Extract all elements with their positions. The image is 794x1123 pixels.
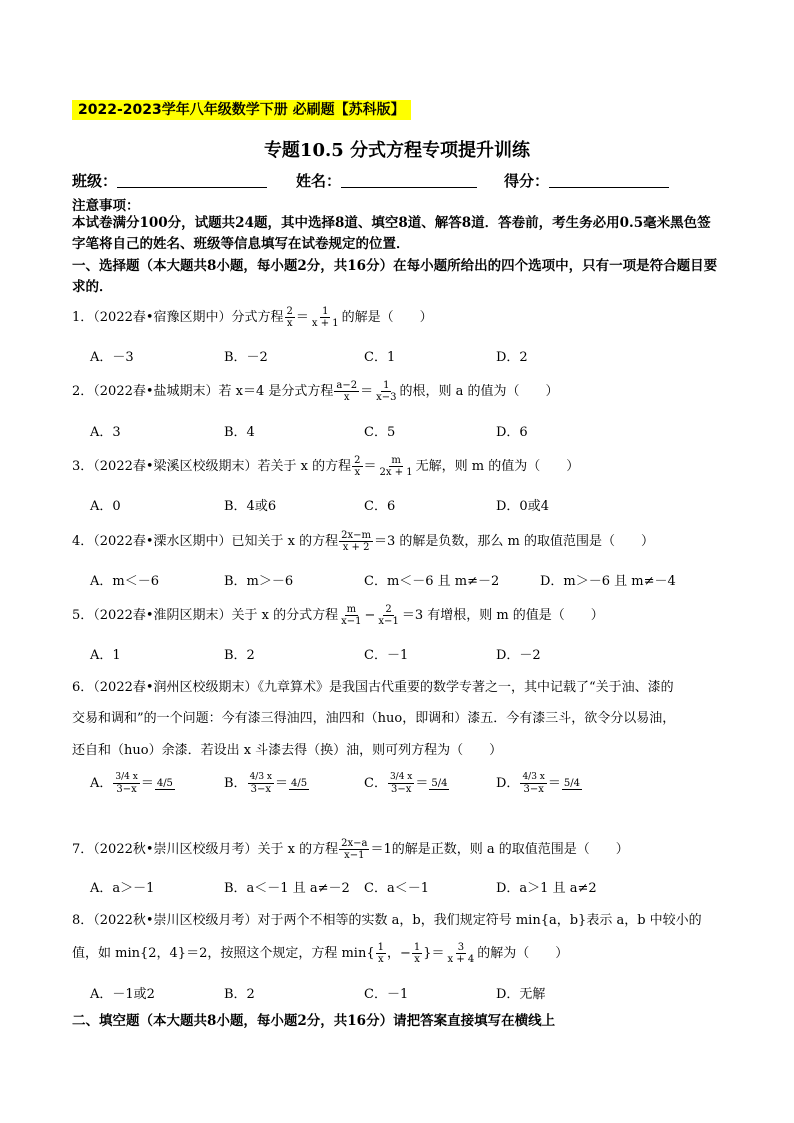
- q1-option-d[interactable]: D．2: [496, 350, 528, 365]
- q6-option-c[interactable]: C． $\frac{3/4 x}{3-x}$ ＝ 5/4: [364, 772, 448, 795]
- question-7: 7．（2022秋•崇川区校级月考）关于 x 的方程 $\frac{2x-a}{x-1}$ ＝1的解是正数，则 a 的取值范围是（ ）: [72, 838, 629, 861]
- q3-option-a[interactable]: A．0: [90, 499, 121, 514]
- section-1-heading: 一、选择题（本大题共8小题，每小题2分，共16分）在每小题所给出的四个选项中，只有一项是符合题目要求的．: [72, 258, 718, 295]
- q7-option-d[interactable]: D．a＞1 且 a≠2: [496, 881, 597, 896]
- section-2-heading: 二、填空题（本大题共8小题，每小题2分，共16分）请把答案直接填写在横线上: [72, 1013, 556, 1029]
- q8-option-d[interactable]: D．无解: [496, 987, 546, 1002]
- q5-option-d[interactable]: D．－2: [496, 648, 541, 663]
- q2-option-d[interactable]: D．6: [496, 425, 528, 440]
- notice-title: 注意事项：: [72, 198, 140, 214]
- q3-option-d[interactable]: D．0或4: [496, 499, 549, 514]
- q2-option-c[interactable]: C．5: [364, 425, 396, 440]
- question-1: 1．（2022春•宿豫区期中）分式方程 $\frac{2}{x}$ ＝ $\frac{1}{x + 1}$ 的解是（ ）: [72, 306, 433, 329]
- q3-option-c[interactable]: C．6: [364, 499, 396, 514]
- class-label: 班级：: [72, 172, 118, 190]
- header-banner: 2022-2023学年八年级数学下册 必刷题【苏科版】: [72, 100, 411, 120]
- q4-option-a[interactable]: A．m＜－6: [90, 574, 159, 589]
- question-6-line-3: 还自和（huo）余漆．若设出 x 斗漆去得（换）油，则可列方程为（ ）: [72, 743, 503, 758]
- q4-option-c[interactable]: C．m＜－6 且 m≠－2: [364, 574, 500, 589]
- q6-option-a[interactable]: A． $\frac{3/4 x}{3-x}$ ＝ 4/5: [90, 772, 173, 795]
- q4-option-d[interactable]: D．m＞－6 且 m≠－4: [540, 574, 676, 589]
- q1-option-b[interactable]: B．－2: [224, 350, 268, 365]
- question-3: 3．（2022春•梁溪区校级期末）若关于 x 的方程 $\frac{2}{x}$ ＝ $\frac{m}{2x + 1}$ 无解，则 m 的值为（ ）: [72, 455, 580, 478]
- q7-option-b[interactable]: B．a＜－1 且 a≠－2: [224, 881, 350, 896]
- page-title: 专题10.5 分式方程专项提升训练: [263, 140, 531, 161]
- q3-option-b[interactable]: B．4或6: [224, 499, 277, 514]
- q1-option-a[interactable]: A．－3: [90, 350, 134, 365]
- q8-option-b[interactable]: B．2: [224, 987, 255, 1002]
- question-8-line-1: 8．（2022秋•崇川区校级月考）对于两个不相等的实数 a，b，我们规定符号 min{a，b}表示 a，b 中较小的: [72, 913, 702, 928]
- name-label: 姓名：: [296, 172, 342, 190]
- q5-option-a[interactable]: A．1: [90, 648, 121, 663]
- q5-option-b[interactable]: B．2: [224, 648, 255, 663]
- question-8-line-2: 值，如 min{2，4}＝2，按照这个规定，方程 min{ $\frac{1}{x}$ ，− $\frac{1}{x}$ }＝ $\frac{3}{x + 4}$ 的解为（ ）: [72, 942, 569, 965]
- question-5: 5．（2022春•淮阴区期末）关于 x 的分式方程 $\frac{m}{x-1}$ − $\frac{2}{x-1}$ ＝3 有增根，则 m 的值是（ ）: [72, 604, 604, 627]
- question-6-line-1: 6．（2022春•润州区校级期末）《九章算术》是我国古代重要的数学专著之一，其中记载了“关于油、漆的: [72, 680, 674, 695]
- q8-option-c[interactable]: C．－1: [364, 987, 409, 1002]
- class-field[interactable]: [72, 170, 267, 191]
- q2-option-b[interactable]: B．4: [224, 425, 255, 440]
- q2-option-a[interactable]: A．3: [90, 425, 121, 440]
- question-6-line-2: 交易和调和”的一个问题：今有漆三得油四，油四和（huo，即调和）漆五．今有漆三斗，欲令分以易油，: [72, 711, 676, 726]
- q4-option-b[interactable]: B．m＞－6: [224, 574, 294, 589]
- q8-option-a[interactable]: A．－1或2: [90, 987, 155, 1002]
- q7-option-c[interactable]: C．a＜－1: [364, 881, 429, 896]
- score-label: 得分：: [504, 172, 550, 190]
- notice-text: 本试卷满分100分，试题共24题，其中选择8道、填空8道、解答8道．答卷前，考生务必用0.5毫米黑色签字笔将自己的姓名、班级等信息填写在试卷规定的位置．: [72, 215, 711, 252]
- q1-option-c[interactable]: C．1: [364, 350, 396, 365]
- name-field[interactable]: [296, 170, 477, 191]
- q6-option-d[interactable]: D． $\frac{4/3 x}{3-x}$ ＝ 5/4: [496, 772, 580, 795]
- q6-option-b[interactable]: B． $\frac{4/3 x}{3-x}$ ＝ 4/5: [224, 772, 308, 795]
- question-4: 4．（2022春•溧水区期中）已知关于 x 的方程 $\frac{2x-m}{x + 2}$ ＝3 的解是负数，那么 m 的取值范围是（ ）: [72, 530, 654, 553]
- q5-option-c[interactable]: C．－1: [364, 648, 409, 663]
- question-2: 2．（2022春•盐城期末）若 x＝4 是分式方程 $\frac{a-2}{x}$ ＝ $\frac{1}{x-3}$ 的根，则 a 的值为（ ）: [72, 380, 559, 403]
- score-field[interactable]: [504, 170, 669, 191]
- q7-option-a[interactable]: A．a＞－1: [90, 881, 155, 896]
